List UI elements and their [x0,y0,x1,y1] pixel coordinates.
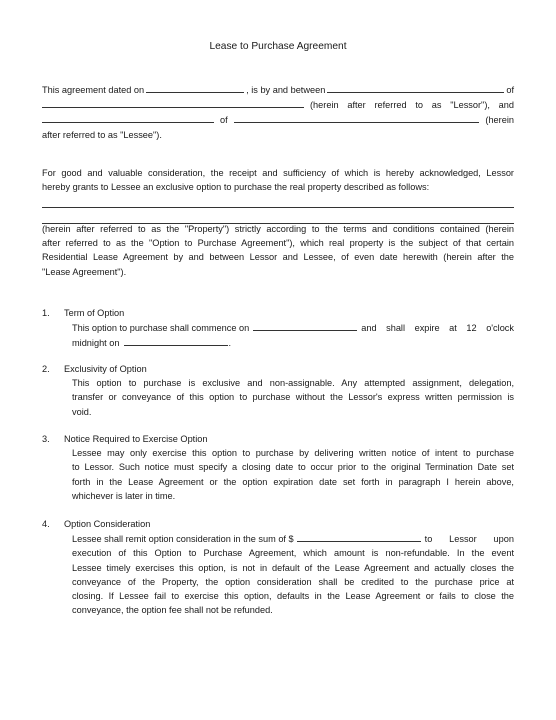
section-number: 2. [42,364,50,374]
section-line: transfer or conveyance of this option to purchase without the Lessor's express written permission is [72,392,514,403]
section-line: execution of this Option to Purchase Agreement, which amount is non-refundable. In the event [72,548,514,559]
section-line: forth in the Lease Agreement or the option expiration date set forth in paragraph I herein above, [72,476,514,487]
intro-between-label: , is by and between [246,85,326,95]
lessee-address-blank[interactable] [234,112,480,123]
section-line: conveyance, the option fee shall not be refunded. [72,605,273,616]
date-blank[interactable] [146,82,244,93]
term-period: . [228,338,232,349]
property-line-4: "Lease Agreement"). [42,266,127,277]
section-number: 1. [42,308,50,318]
section-line: This option to purchase is exclusive and non-assignable. Any attempted assignment, delegation, [72,378,514,389]
section-exclusivity [42,362,514,419]
section-body [72,376,514,419]
section-body [72,531,514,617]
lessor-address-blank[interactable] [42,97,304,108]
section-line: Lessee timely exercises this option, is not in default of the Lease Agreement and actually closes the [72,562,514,573]
section-heading [42,432,514,446]
section-number: 3. [42,434,50,444]
property-blank-line-1[interactable] [42,194,514,208]
consideration-paragraph [42,166,514,194]
intro-of-label: of [506,85,514,95]
section-line: to Lessor. Such notice must specify a closing date to occur prior to the original Termination Date set [72,462,514,473]
section-title: Exclusivity of Option [64,364,147,374]
section-heading [42,362,514,376]
expiration-date-blank[interactable] [124,335,228,346]
term-line-2 [72,335,514,350]
intro-lessee-ref: after referred to as "Lessee"). [42,129,162,140]
term-line-1 [72,320,514,335]
section-title: Term of Option [64,308,125,318]
consideration-line-2: hereby grants to Lessee an exclusive option to purchase the real property described as follows: [42,182,430,193]
intro-line-1 [42,82,514,97]
property-paragraph [42,222,514,279]
section-body [72,446,514,503]
section-line: Lessee may only exercise this option to purchase by delivering written notice of intent to purchase [72,448,514,459]
section-title: Notice Required to Exercise Option [64,434,208,444]
section-heading [42,517,514,531]
section-title: Option Consideration [64,519,151,529]
intro-herein-label: (herein [485,115,514,126]
term-commence-label: This option to purchase shall commence on [72,323,250,334]
section-notice-required [42,432,514,503]
consideration-amount-blank[interactable] [297,531,421,542]
consideration-upon-label: to Lessor upon [424,534,514,545]
intro-paragraph [42,82,514,142]
intro-line-2 [42,97,514,112]
section-line: void. [72,406,92,417]
commence-date-blank[interactable] [253,320,357,331]
lessee-name-blank[interactable] [42,112,214,123]
section-number: 4. [42,519,50,529]
property-line-2: after referred to as the "Option to Purchase Agreement"), which real property is the subject of that certain [42,238,514,249]
section-option-consideration [42,517,514,617]
section-body [72,320,514,350]
intro-dated-label: This agreement dated on [42,85,145,95]
term-expire-label: and shall expire at 12 o'clock [361,323,514,334]
property-line-1: (herein after referred to as the "Property") strictly according to the terms and conditions contained (herein [42,224,514,234]
section-line: whichever is later in time. [72,490,176,501]
property-line-3: Residential Lease Agreement by and between Lessor and Lessee, of even date herewith (herein after the [42,252,514,263]
section-heading [42,306,514,320]
consideration-line-1: For good and valuable consideration, the receipt and sufficiency of which is hereby acknowledged, Lessor [42,168,514,178]
document-title: Lease to Purchase Agreement [209,41,347,52]
section-line: conveyance of the Property, the option consideration shall be credited to the purchase price at [72,576,514,587]
lessor-name-blank[interactable] [327,82,504,93]
term-midnight-label: midnight on [72,338,120,349]
intro-line-3 [42,112,514,127]
section-term-of-option [42,306,514,351]
intro-lessor-ref: (herein after referred to as "Lessor"), and [310,100,514,111]
intro-of-label-2: of [220,115,228,126]
section-line: closing. If Lessee fail to exercise this option, defaults in the Lease Agreement or fails to close the [72,591,514,602]
consideration-sum-label: Lessee shall remit option consideration in the sum of $ [72,534,294,545]
consideration-amount-line [72,531,514,546]
property-description-blanks [42,194,514,224]
